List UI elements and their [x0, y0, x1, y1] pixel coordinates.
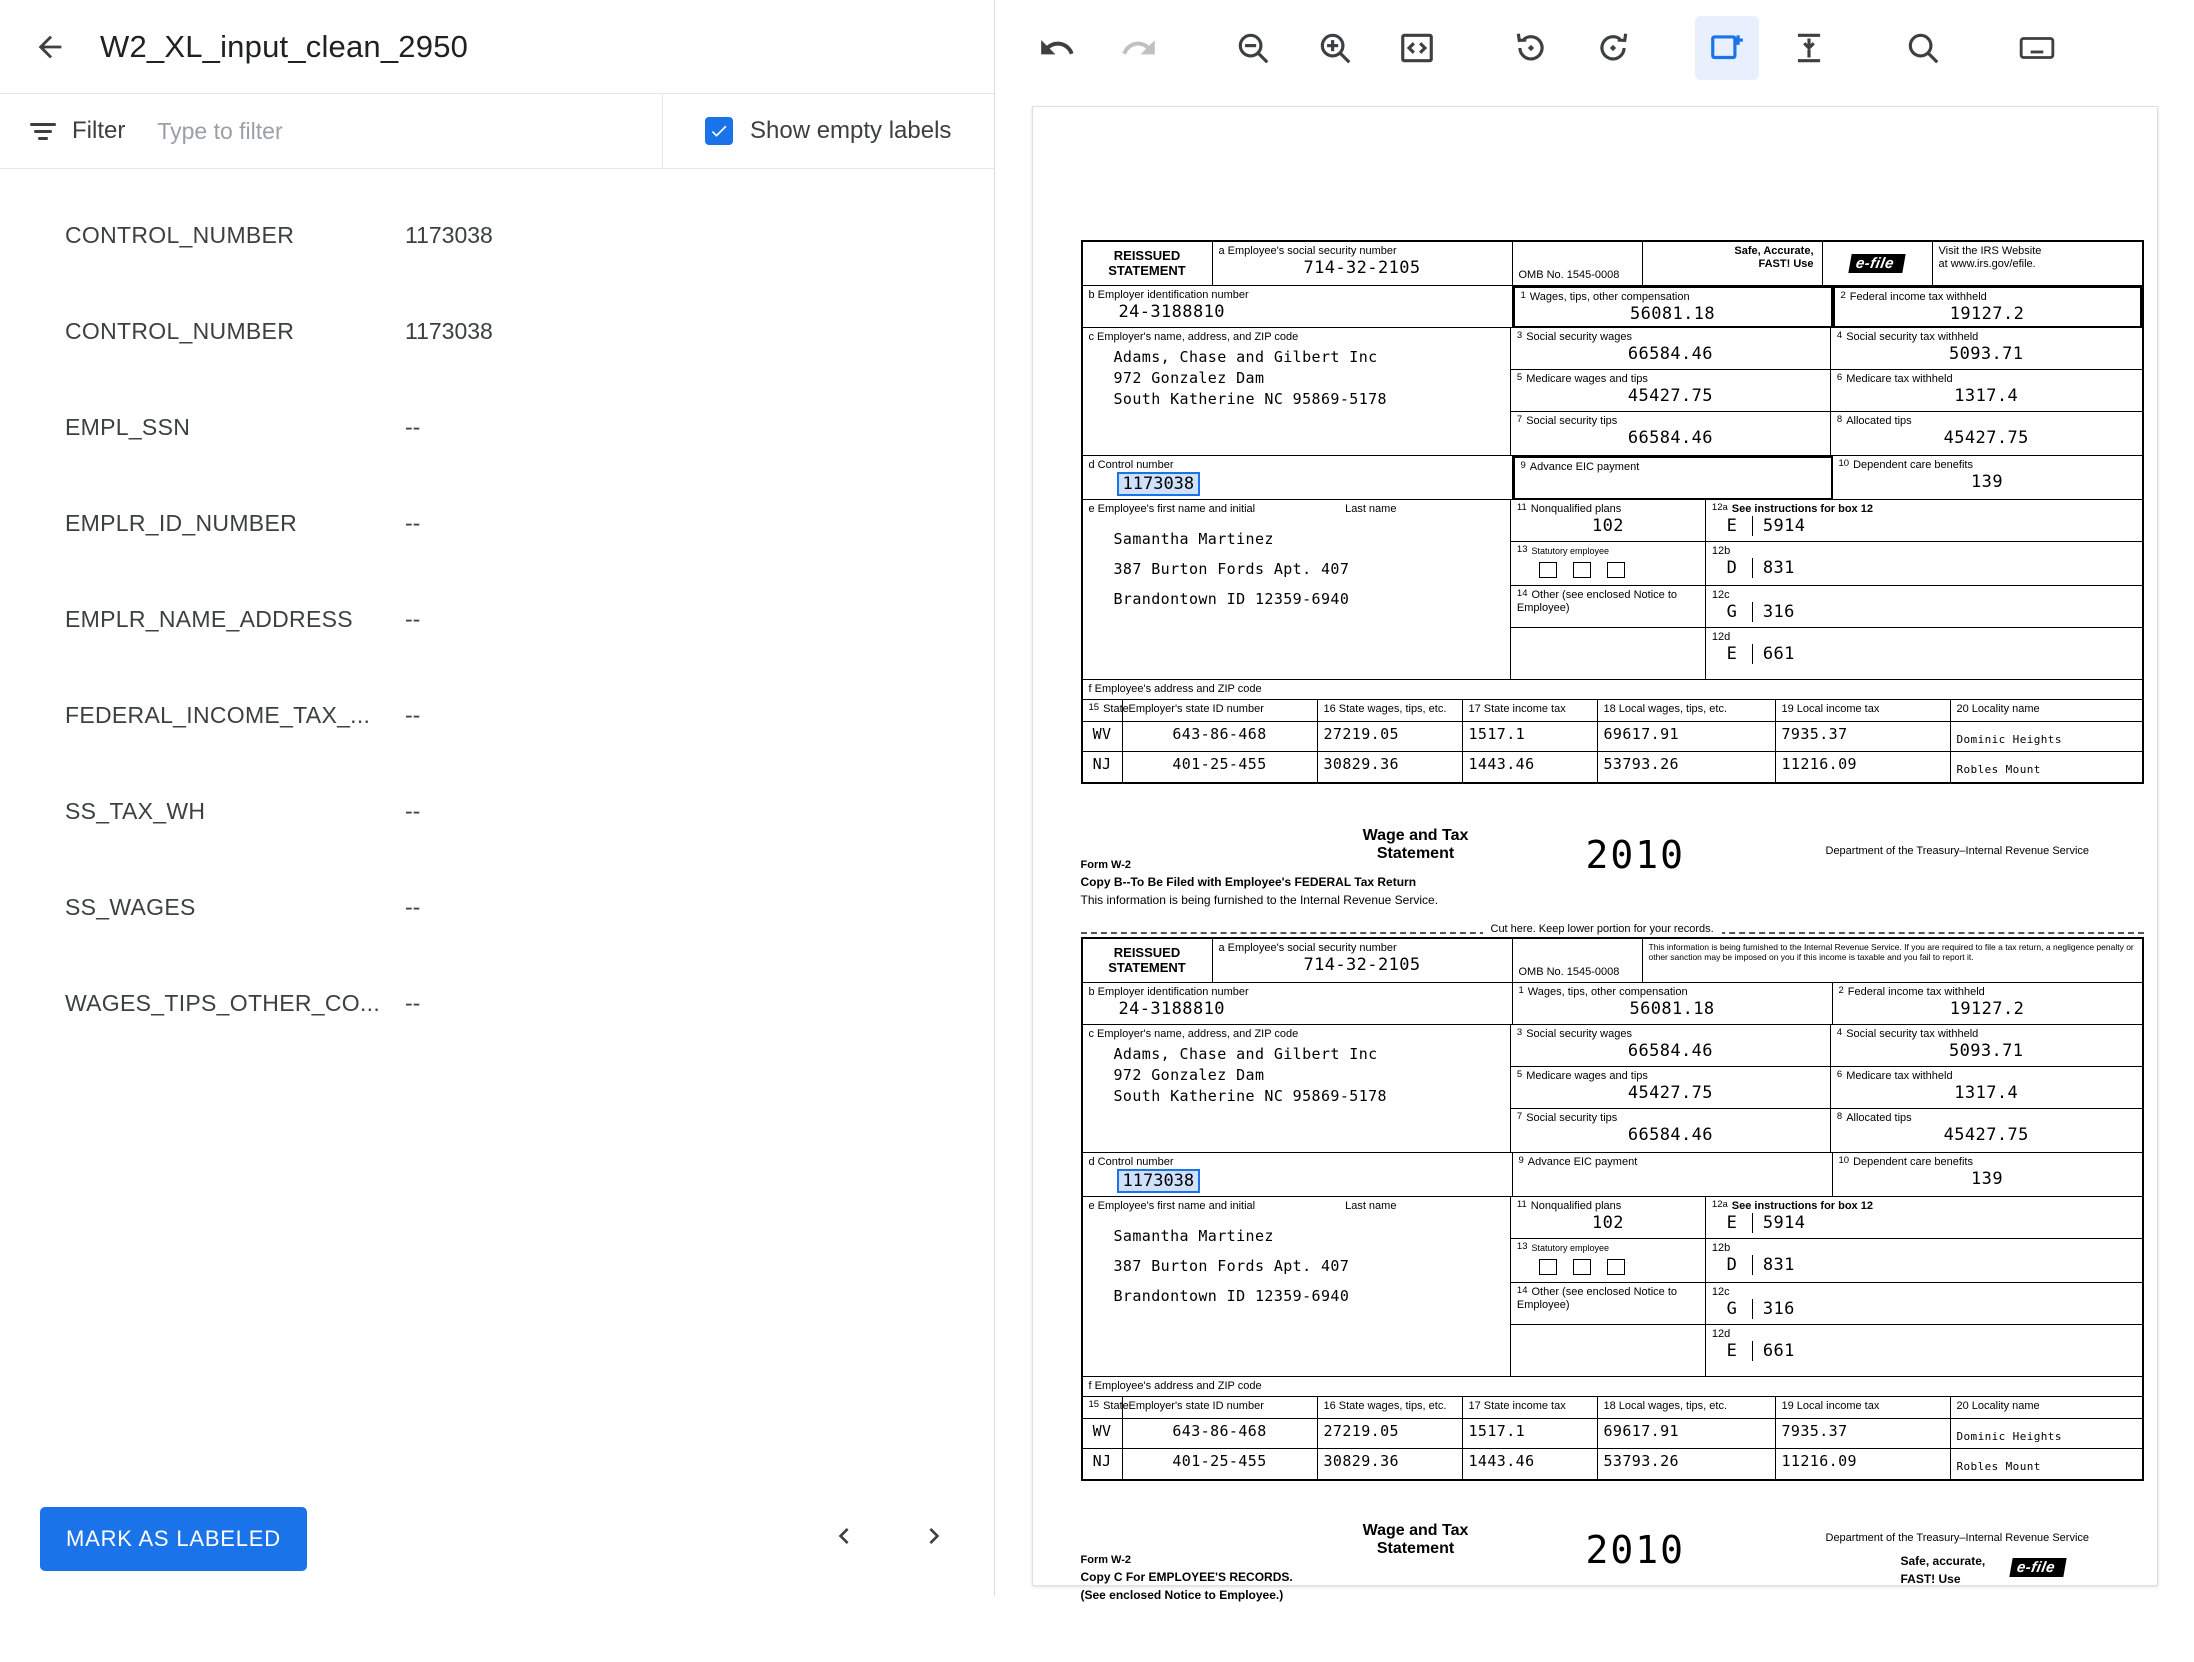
state-id[interactable]: 401-25-455 — [1172, 755, 1267, 773]
label-value: -- — [405, 701, 421, 728]
chevron-left-icon[interactable] — [828, 1520, 860, 1557]
box8-value[interactable]: 45427.75 — [1943, 427, 2029, 448]
rotate-left-icon[interactable] — [1499, 16, 1563, 80]
notice-text: This information is being furnished to the Internal Revenue Service. If you are required to file a tax return, a negligence penalty or other sanction may be imposed on you if this income is taxable and you fail to report it. — [1648, 942, 2134, 963]
treasury-text: Department of the Treasury–Internal Revenue Service — [1825, 1532, 2090, 1544]
table-row[interactable] — [1083, 752, 2142, 782]
box10-value[interactable]: 139 — [1971, 471, 2003, 492]
local-income-tax[interactable]: 7935.37 — [1781, 1422, 1848, 1440]
box14-caption: Other (see enclosed Notice to Employee) — [1516, 1286, 1678, 1311]
wage-and-tax-title: Wage and Tax — [1362, 1522, 1469, 1539]
box3-caption: Social security wages — [1526, 1028, 1632, 1040]
box11-caption: Nonqualified plans — [1530, 503, 1622, 515]
label-key: CONTROL_NUMBER — [65, 221, 295, 248]
box3-caption: Social security wages — [1526, 331, 1632, 343]
label-key: SS_TAX_WH — [65, 797, 206, 824]
box4-caption: Social security tax withheld — [1846, 331, 1979, 343]
show-empty-labels-label: Show empty labels — [750, 117, 952, 144]
fast-use-text: FAST! Use — [1758, 257, 1814, 270]
box12d-value[interactable]: 661 — [1762, 1340, 1795, 1361]
safe-accurate-text: Safe, accurate, — [1900, 1554, 1986, 1568]
label-value: -- — [405, 509, 421, 536]
box12a-code[interactable]: E — [1726, 1212, 1738, 1233]
box5-caption: Medicare wages and tips — [1526, 1070, 1648, 1082]
label-key: EMPLR_ID_NUMBER — [65, 509, 297, 536]
page-title: W2_XL_input_clean_2950 — [100, 28, 469, 64]
box2-value[interactable]: 19127.2 — [1949, 303, 2025, 324]
list-item[interactable] — [0, 955, 994, 1051]
box12b-code[interactable]: D — [1726, 1254, 1738, 1275]
box9-caption: Advance EIC payment — [1529, 461, 1640, 473]
employee-city-state-zip[interactable]: Brandontown ID 12359-6940 — [1113, 1286, 1350, 1305]
employer-street[interactable]: 972 Gonzalez Dam — [1113, 368, 1265, 387]
box1-value[interactable]: 56081.18 — [1629, 303, 1716, 324]
box4-value[interactable]: 5093.71 — [1948, 1040, 2024, 1061]
box11-caption: Nonqualified plans — [1530, 1200, 1622, 1212]
state-income-tax[interactable]: 1517.1 — [1468, 725, 1526, 743]
document-canvas[interactable] — [995, 96, 2194, 1602]
box14-caption: Other (see enclosed Notice to Employee) — [1516, 589, 1678, 614]
efile-logo: e-file — [1848, 254, 1905, 273]
box13-statutory-caption: Statutory employee — [1531, 546, 1610, 556]
redo-icon[interactable] — [1107, 16, 1171, 80]
list-item[interactable] — [0, 667, 994, 763]
box2-caption: Federal income tax withheld — [1847, 986, 1985, 998]
reissued-line1: REISSUED — [1113, 247, 1181, 263]
last-name-caption: Last name — [1345, 1200, 1397, 1212]
box13-statutory-checkbox[interactable] — [1539, 562, 1557, 578]
pager — [828, 1520, 950, 1557]
box8-caption: Allocated tips — [1846, 1112, 1912, 1124]
employer-address-caption: c Employer's name, address, and ZIP code — [1088, 1028, 1299, 1040]
employee-name-caption: e Employee's first name and initial — [1088, 1200, 1256, 1212]
box13-statutory-caption: Statutory employee — [1531, 1243, 1610, 1253]
wage-and-tax-title: Wage and Tax — [1362, 827, 1469, 844]
control-number-value[interactable]: 1173038 — [1117, 1169, 1201, 1193]
box17-caption: 17 State income tax — [1468, 703, 1566, 715]
mark-as-labeled-button[interactable]: MARK AS LABELED — [40, 1507, 307, 1571]
arrow-back-icon[interactable] — [28, 25, 72, 69]
box8-caption: Allocated tips — [1846, 415, 1912, 427]
label-key: CONTROL_NUMBER — [65, 317, 295, 344]
ein-value[interactable]: 24-3188810 — [1118, 301, 1225, 322]
efile-logo: e-file — [2009, 1558, 2066, 1577]
statement-title: Statement — [1376, 845, 1455, 862]
box15-caption: State — [1103, 1400, 1129, 1412]
employee-name[interactable]: Samantha Martinez — [1113, 529, 1274, 548]
reissued-line1: REISSUED — [1113, 944, 1181, 960]
copy-b-line2: This information is being furnished to the Internal Revenue Service. — [1080, 893, 1439, 907]
copy-c-line2: (See enclosed Notice to Employee.) — [1080, 1588, 1284, 1602]
label-value: 1173038 — [405, 317, 493, 344]
form-label: Form W-2 — [1080, 1554, 1131, 1566]
local-income-tax[interactable]: 11216.09 — [1781, 1452, 1857, 1470]
fast-use-text: FAST! Use — [1900, 1572, 1961, 1586]
tax-year: 2010 — [1585, 1528, 1686, 1572]
box15b-caption: Employer's state ID number — [1128, 703, 1264, 715]
table-row[interactable] — [1083, 1449, 2142, 1479]
w2-form-copy-b: REISSUED STATEMENT a Employee's social security number 714-32-2105 OMB No. 1545-0008 Safe, Accurate, FAST! Use e-file Visit the IRS Website at www.irs.gov/efile. b Employer identification number 24-3188810 1 Wages, tips, other compensation 56081.18 2 Federal income tax withheld 19127.2 c Employer's name, address, and ZIP code Adams, Chase and Gilbert Inc 972 Gonzalez Dam South Katherine NC 95869-5178 3 Social security wages 66584.46 4 Social security tax withheld 5093.71 5 Medicare wages and tips 45427.75 6 Medicare tax withheld 1317.4 7 Social security tips 66584.46 8 Allocated tips 45427.75 d Control number 1173038 9 Advance EIC payment 10 Dependent care benefits 139 e Employee's first name and initial Last name Samantha Martinez 387 Burton Fords Apt. 407 Brandontown ID 12359-6940 11 Nonqualified plans 102 12a See instructions for box 12 E 5914 13 Statutory employee 12b D 831 14 Other (see enclosed Notice to Employee) 12c G 316 12d E 661 f Employee's address and ZIP code 15 State Employer's state ID number 16 State wages, tips, etc. 17 State income tax 18 Local wages, tips, etc. 19 Local income tax 20 Locality name WV 643-86-468 27219.05 1517.1 69617.91 7935.37 Dominic Heights NJ 401-25-455 30829.36 1443.46 53793.26 11216.09 Robles Mount — [1081, 240, 2144, 784]
omb-number: OMB No. 1545-0008 — [1518, 269, 1620, 282]
box18-caption: 18 Local wages, tips, etc. — [1603, 703, 1728, 715]
chevron-right-icon[interactable] — [918, 1520, 950, 1557]
label-key: FEDERAL_INCOME_TAX_... — [65, 701, 371, 728]
locality-name[interactable]: Robles Mount — [1956, 1460, 2041, 1473]
box19-caption: 19 Local income tax — [1781, 703, 1880, 715]
last-name-caption: Last name — [1345, 503, 1397, 515]
treasury-text: Department of the Treasury–Internal Revenue Service — [1825, 845, 2090, 857]
box12d-code[interactable]: E — [1726, 643, 1738, 664]
search-icon[interactable] — [1891, 16, 1955, 80]
box2-caption: Federal income tax withheld — [1849, 291, 1987, 303]
local-wages[interactable]: 53793.26 — [1603, 755, 1679, 773]
employee-name[interactable]: Samantha Martinez — [1113, 1226, 1274, 1245]
box16-caption: 16 State wages, tips, etc. — [1323, 703, 1447, 715]
statement-title: Statement — [1376, 1540, 1455, 1557]
box6-value[interactable]: 1317.4 — [1954, 1082, 2019, 1103]
state-code[interactable]: WV — [1092, 725, 1112, 743]
box12c-code[interactable]: G — [1726, 1298, 1738, 1319]
box1-caption: Wages, tips, other compensation — [1529, 291, 1690, 303]
state-income-tax[interactable]: 1517.1 — [1468, 1422, 1526, 1440]
copy-b-line1: Copy B--To Be Filed with Employee's FEDERAL Tax Return — [1080, 875, 1417, 889]
label-value: -- — [405, 797, 421, 824]
box12a-caption: See instructions for box 12 — [1731, 1200, 1873, 1212]
keyboard-icon[interactable] — [2005, 16, 2069, 80]
box12c-caption: 12c — [1711, 1286, 1730, 1298]
box10-value[interactable]: 139 — [1971, 1168, 2003, 1189]
employee-name-caption: e Employee's first name and initial — [1088, 503, 1256, 515]
box17-caption: 17 State income tax — [1468, 1400, 1566, 1412]
employer-address-caption: c Employer's name, address, and ZIP code — [1088, 331, 1299, 343]
box6-caption: Medicare tax withheld — [1846, 1070, 1953, 1082]
box10-caption: Dependent care benefits — [1853, 459, 1973, 471]
label-key: EMPLR_NAME_ADDRESS — [65, 605, 353, 632]
fit-width-icon[interactable] — [1385, 16, 1449, 80]
box15b-caption: Employer's state ID number — [1128, 1400, 1264, 1412]
box6-caption: Medicare tax withheld — [1846, 373, 1953, 385]
local-wages[interactable]: 69617.91 — [1603, 1422, 1679, 1440]
draw-box-icon[interactable] — [1695, 16, 1759, 80]
state-wages[interactable]: 27219.05 — [1323, 1422, 1399, 1440]
box13-retirement-checkbox[interactable] — [1573, 1259, 1591, 1275]
form-label: Form W-2 — [1080, 859, 1131, 871]
state-id[interactable]: 643-86-468 — [1172, 1422, 1267, 1440]
box13-sickpay-checkbox[interactable] — [1607, 1259, 1625, 1275]
employer-city-state-zip[interactable]: South Katherine NC 95869-5178 — [1113, 1086, 1387, 1105]
employee-street[interactable]: 387 Burton Fords Apt. 407 — [1113, 1256, 1350, 1275]
viewer-toolbar — [995, 0, 2194, 96]
list-item[interactable] — [0, 379, 994, 475]
local-income-tax[interactable]: 11216.09 — [1781, 755, 1857, 773]
label-value: 1173038 — [405, 221, 493, 248]
label-key: WAGES_TIPS_OTHER_CO... — [65, 989, 381, 1016]
label-value: -- — [405, 893, 421, 920]
ssn-caption: a Employee's social security number — [1218, 942, 1397, 954]
label-key: EMPL_SSN — [65, 413, 191, 440]
box12c-value[interactable]: 316 — [1762, 1298, 1795, 1319]
local-wages[interactable]: 69617.91 — [1603, 725, 1679, 743]
box12d-value[interactable]: 661 — [1762, 643, 1795, 664]
box4-caption: Social security tax withheld — [1846, 1028, 1979, 1040]
control-number-value[interactable]: 1173038 — [1117, 472, 1201, 496]
box2-value[interactable]: 19127.2 — [1949, 998, 2025, 1019]
irs-website-line1: Visit the IRS Website — [1938, 245, 2042, 257]
cut-here-text: Cut here. Keep lower portion for your records. — [1483, 923, 1722, 935]
ein-caption: b Employer identification number — [1088, 986, 1249, 998]
ein-value[interactable]: 24-3188810 — [1118, 998, 1225, 1019]
state-wages[interactable]: 30829.36 — [1323, 1452, 1399, 1470]
list-item[interactable] — [0, 571, 994, 667]
box12a-caption: See instructions for box 12 — [1731, 503, 1873, 515]
document-page[interactable] — [1032, 106, 2158, 1602]
employer-name[interactable]: Adams, Chase and Gilbert Inc — [1113, 347, 1378, 366]
state-id[interactable]: 643-86-468 — [1172, 725, 1267, 743]
filter-section — [0, 94, 663, 168]
employer-city-state-zip[interactable]: South Katherine NC 95869-5178 — [1113, 389, 1387, 408]
box11-value[interactable]: 102 — [1591, 1212, 1624, 1233]
box13-sickpay-checkbox[interactable] — [1607, 562, 1625, 578]
filter-bar — [0, 94, 994, 169]
box3-value[interactable]: 66584.46 — [1627, 1040, 1713, 1061]
panel-header — [0, 0, 994, 94]
w2-form-copy-c: REISSUED STATEMENT a Employee's social security number 714-32-2105 OMB No. 1545-0008 This information is being furnished to the Internal Revenue Service. If you are required to file a tax return, a negligence penalty or other sanction may be imposed on you if this income is taxable and you fail to report it. b Employer identification number 24-3188810 1 Wages, tips, other compensation 56081.18 2 Federal income tax withheld 19127.2 c Employer's name, address, and ZIP code Adams, Chase and Gilbert Inc 972 Gonzalez Dam South Katherine NC 95869-5178 3 Social security wages 66584.46 4 Social security tax withheld 5093.71 5 Medicare wages and tips 45427.75 6 Medicare tax withheld 1317.4 7 Social security tips 66584.46 8 Allocated tips 45427.75 d Control number 1173038 9 Advance EIC payment 10 Dependent care benefits 139 e Employee's first name and initial Last name Samantha Martinez 387 Burton Fords Apt. 407 Brandontown ID 12359-6940 11 Nonqualified plans 102 12a See instructions for box 12 E 5914 13 Statutory employee 12b D 831 14 Other (see enclosed Notice to Employee) 12c G 316 12d E 661 f Employee's address and ZIP code 15 State Employer's state ID number 16 State wages, tips, etc. 17 State income tax 18 Local wages, tips, etc. 19 Local income tax 20 Locality name WV 643-86-468 27219.05 1517.1 69617.91 7935.37 Dominic Heights NJ 401-25-455 30829.36 1443.46 53793.26 11216.09 Robles Mount — [1081, 937, 2144, 1481]
box16-caption: 16 State wages, tips, etc. — [1323, 1400, 1447, 1412]
employer-street[interactable]: 972 Gonzalez Dam — [1113, 1065, 1265, 1084]
box12b-value[interactable]: 831 — [1762, 557, 1795, 578]
list-item[interactable] — [0, 283, 994, 379]
box12d-caption: 12d — [1711, 1328, 1731, 1340]
label-key: SS_WAGES — [65, 893, 196, 920]
employee-street[interactable]: 387 Burton Fords Apt. 407 — [1113, 559, 1350, 578]
box11-value[interactable]: 102 — [1591, 515, 1624, 536]
box7-value[interactable]: 66584.46 — [1627, 1124, 1713, 1145]
merge-vertical-icon[interactable] — [1777, 16, 1841, 80]
local-wages[interactable]: 53793.26 — [1603, 1452, 1679, 1470]
box12b-value[interactable]: 831 — [1762, 1254, 1795, 1275]
undo-icon[interactable] — [1025, 16, 1089, 80]
show-empty-labels-section[interactable] — [663, 117, 994, 145]
reissued-line2: STATEMENT — [1108, 959, 1186, 975]
box15-caption: State — [1103, 703, 1129, 715]
labeling-panel — [0, 0, 995, 1596]
box9-caption: Advance EIC payment — [1527, 1156, 1638, 1168]
employer-name[interactable]: Adams, Chase and Gilbert Inc — [1113, 1044, 1378, 1063]
box12a-value[interactable]: 5914 — [1762, 515, 1806, 536]
irs-website-line2: at www.irs.gov/efile. — [1938, 257, 2036, 270]
state-code[interactable]: NJ — [1092, 755, 1112, 773]
box12b-caption: 12b — [1711, 545, 1731, 557]
box1-caption: Wages, tips, other compensation — [1527, 986, 1688, 998]
safe-accurate-text: Safe, Accurate, — [1734, 245, 1814, 257]
box12b-code[interactable]: D — [1726, 557, 1738, 578]
box7-caption: Social security tips — [1526, 1112, 1618, 1124]
box20-caption: 20 Locality name — [1956, 1400, 2040, 1412]
locality-name[interactable]: Dominic Heights — [1956, 733, 2062, 746]
box3-value[interactable]: 66584.46 — [1627, 343, 1713, 364]
box12b-caption: 12b — [1711, 1242, 1731, 1254]
control-number-caption: d Control number — [1088, 1156, 1174, 1168]
label-value: -- — [405, 989, 421, 1016]
table-row[interactable] — [1083, 722, 2142, 752]
box5-value[interactable]: 45427.75 — [1627, 385, 1713, 406]
zoom-out-icon[interactable] — [1221, 16, 1285, 80]
copy-c-line1: Copy C For EMPLOYEE'S RECORDS. — [1080, 1570, 1293, 1584]
control-number-caption: d Control number — [1088, 459, 1174, 471]
box19-caption: 19 Local income tax — [1781, 1400, 1880, 1412]
filter-label: Filter — [72, 117, 126, 144]
box1-value[interactable]: 56081.18 — [1629, 998, 1715, 1019]
box4-value[interactable]: 5093.71 — [1948, 343, 2024, 364]
state-code[interactable]: NJ — [1092, 1452, 1112, 1470]
state-income-tax[interactable]: 1443.46 — [1468, 755, 1535, 773]
box7-value[interactable]: 66584.46 — [1627, 427, 1713, 448]
table-row[interactable] — [1083, 1419, 2142, 1449]
rotate-right-icon[interactable] — [1581, 16, 1645, 80]
box12c-caption: 12c — [1711, 589, 1730, 601]
box12c-value[interactable]: 316 — [1762, 601, 1795, 622]
box12d-caption: 12d — [1711, 631, 1731, 643]
box7-caption: Social security tips — [1526, 415, 1618, 427]
list-item[interactable] — [0, 187, 994, 283]
employee-city-state-zip[interactable]: Brandontown ID 12359-6940 — [1113, 589, 1350, 608]
show-empty-labels-checkbox[interactable] — [705, 117, 733, 145]
employee-address-caption: f Employee's address and ZIP code — [1088, 683, 1262, 695]
state-wages[interactable]: 27219.05 — [1323, 725, 1399, 743]
box12a-value[interactable]: 5914 — [1762, 1212, 1806, 1233]
box10-caption: Dependent care benefits — [1853, 1156, 1973, 1168]
tax-year: 2010 — [1585, 833, 1686, 877]
box8-value[interactable]: 45427.75 — [1943, 1124, 2029, 1145]
state-code[interactable]: WV — [1092, 1422, 1112, 1440]
locality-name[interactable]: Dominic Heights — [1956, 1430, 2062, 1443]
box18-caption: 18 Local wages, tips, etc. — [1603, 1400, 1728, 1412]
local-income-tax[interactable]: 7935.37 — [1781, 725, 1848, 743]
box13-retirement-checkbox[interactable] — [1573, 562, 1591, 578]
reissued-line2: STATEMENT — [1108, 262, 1186, 278]
state-wages[interactable]: 30829.36 — [1323, 755, 1399, 773]
ein-caption: b Employer identification number — [1088, 289, 1249, 301]
filter-input[interactable] — [155, 117, 489, 146]
ssn-value[interactable]: 714-32-2105 — [1303, 954, 1421, 975]
label-value: -- — [405, 413, 421, 440]
list-item[interactable] — [0, 475, 994, 571]
label-value: -- — [405, 605, 421, 632]
box13-statutory-checkbox[interactable] — [1539, 1259, 1557, 1275]
label-list — [0, 169, 994, 1051]
box20-caption: 20 Locality name — [1956, 703, 2040, 715]
panel-footer — [0, 1481, 995, 1596]
ssn-caption: a Employee's social security number — [1218, 245, 1397, 257]
state-income-tax[interactable]: 1443.46 — [1468, 1452, 1535, 1470]
list-item[interactable] — [0, 763, 994, 859]
list-item[interactable] — [0, 859, 994, 955]
ssn-value[interactable]: 714-32-2105 — [1303, 257, 1421, 278]
box5-caption: Medicare wages and tips — [1526, 373, 1648, 385]
document-viewer-panel — [995, 0, 2194, 1602]
employee-address-caption: f Employee's address and ZIP code — [1088, 1380, 1262, 1392]
box12c-code[interactable]: G — [1726, 601, 1738, 622]
locality-name[interactable]: Robles Mount — [1956, 763, 2041, 776]
box12d-code[interactable]: E — [1726, 1340, 1738, 1361]
state-id[interactable]: 401-25-455 — [1172, 1452, 1267, 1470]
omb-number: OMB No. 1545-0008 — [1518, 966, 1620, 979]
filter-icon — [30, 117, 58, 145]
box12a-code[interactable]: E — [1726, 515, 1738, 536]
zoom-in-icon[interactable] — [1303, 16, 1367, 80]
box6-value[interactable]: 1317.4 — [1954, 385, 2019, 406]
box5-value[interactable]: 45427.75 — [1627, 1082, 1713, 1103]
